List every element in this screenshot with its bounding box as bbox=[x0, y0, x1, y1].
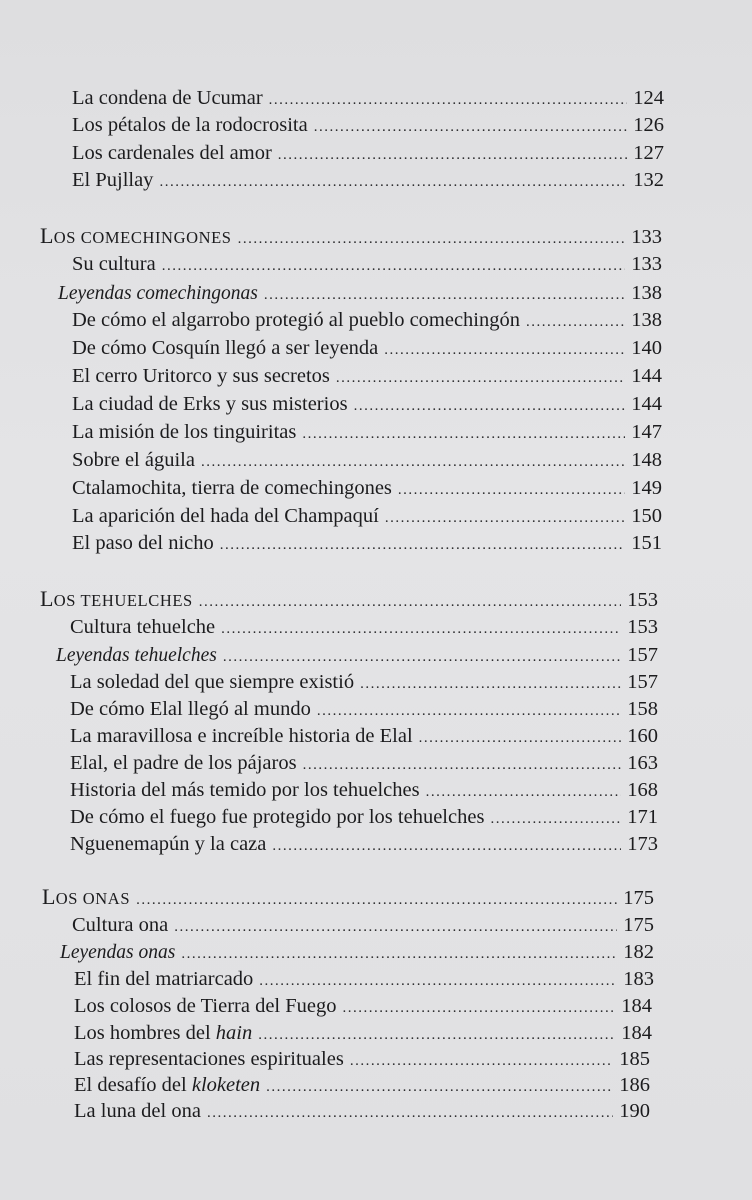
toc-entry bbox=[70, 668, 658, 696]
dot-leader bbox=[317, 697, 621, 725]
dot-leader bbox=[343, 994, 616, 1022]
page-number: 151 bbox=[631, 532, 662, 554]
toc-entry bbox=[72, 911, 654, 939]
section-title: LOS ONAS bbox=[42, 884, 131, 909]
dot-leader bbox=[354, 392, 626, 420]
toc-subheading bbox=[60, 938, 654, 966]
entry-title: El fin del matriarcado bbox=[74, 968, 254, 990]
page-number: 144 bbox=[631, 365, 662, 387]
toc-subheading bbox=[56, 641, 658, 669]
dot-leader bbox=[238, 225, 626, 253]
page-number: 149 bbox=[631, 477, 662, 499]
entry-title: El Pujllay bbox=[72, 169, 154, 191]
entry-title: La luna del ona bbox=[74, 1100, 201, 1122]
entry-title: Los pétalos de la rodocrosita bbox=[72, 114, 308, 136]
page-number: 153 bbox=[627, 616, 658, 638]
toc-subheading bbox=[58, 279, 662, 307]
toc-entry bbox=[72, 139, 664, 167]
page-number: 190 bbox=[619, 1100, 650, 1122]
page-number: 175 bbox=[623, 914, 654, 936]
page-number: 186 bbox=[619, 1074, 650, 1096]
toc-entry bbox=[70, 776, 658, 804]
toc-entry bbox=[70, 695, 658, 723]
page-number: 171 bbox=[627, 806, 658, 828]
entry-title: Sobre el águila bbox=[72, 449, 195, 471]
page-number: 140 bbox=[631, 337, 662, 359]
dot-leader bbox=[336, 364, 625, 392]
entry-title: Elal, el padre de los pájaros bbox=[70, 752, 297, 774]
dot-leader bbox=[303, 751, 622, 779]
entry-title: Nguenemapún y la caza bbox=[70, 833, 267, 855]
entry-title: El paso del nicho bbox=[72, 532, 214, 554]
page-number: 126 bbox=[633, 114, 664, 136]
dot-leader bbox=[272, 832, 621, 860]
toc-entry bbox=[72, 306, 662, 334]
page-number: 173 bbox=[627, 833, 658, 855]
toc-entry bbox=[72, 390, 662, 418]
dot-leader bbox=[174, 913, 617, 941]
page-number: 147 bbox=[631, 421, 662, 443]
toc-entry bbox=[72, 111, 664, 139]
toc-entry bbox=[72, 250, 662, 278]
dot-leader bbox=[159, 168, 627, 196]
page-number: 132 bbox=[633, 169, 664, 191]
entry-title: Ctalamochita, tierra de comechingones bbox=[72, 477, 392, 499]
page-number: 153 bbox=[627, 589, 658, 611]
page-number: 148 bbox=[631, 449, 662, 471]
entry-title: De cómo Cosquín llegó a ser leyenda bbox=[72, 337, 379, 359]
dot-leader bbox=[264, 281, 625, 309]
dot-leader bbox=[490, 805, 621, 833]
entry-title: De cómo el fuego fue protegido por los tehuelches bbox=[70, 806, 485, 828]
section-heading-onas bbox=[42, 883, 654, 911]
toc-entry bbox=[74, 1071, 650, 1099]
toc-entry bbox=[70, 830, 658, 858]
toc-entry bbox=[70, 613, 658, 641]
entry-title: La aparición del hada del Champaquí bbox=[72, 505, 379, 527]
toc-entry bbox=[72, 446, 662, 474]
page-number: 184 bbox=[621, 1022, 652, 1044]
toc-entry bbox=[72, 84, 664, 112]
dot-leader bbox=[181, 940, 617, 968]
page-number: 138 bbox=[631, 282, 662, 304]
toc-entry bbox=[70, 749, 658, 777]
dot-leader bbox=[385, 504, 625, 532]
dot-leader bbox=[398, 476, 625, 504]
section-title: LOS TEHUELCHES bbox=[40, 586, 193, 611]
page-number: 185 bbox=[619, 1048, 650, 1070]
entry-title: Su cultura bbox=[72, 253, 156, 275]
entry-title: Los colosos de Tierra del Fuego bbox=[74, 995, 337, 1017]
entry-title: De cómo Elal llegó al mundo bbox=[70, 698, 311, 720]
entry-title: Cultura ona bbox=[72, 914, 169, 936]
entry-title: Los hombres del hain bbox=[74, 1022, 253, 1044]
page-number: 158 bbox=[627, 698, 658, 720]
dot-leader bbox=[426, 778, 622, 806]
toc-entry bbox=[72, 529, 662, 557]
toc-entry bbox=[74, 1097, 650, 1125]
toc-entry bbox=[72, 418, 662, 446]
dot-leader bbox=[207, 1099, 613, 1127]
toc-entry bbox=[72, 362, 662, 390]
dot-leader bbox=[278, 141, 627, 169]
page-number: 184 bbox=[621, 995, 652, 1017]
entry-title: De cómo el algarrobo protegió al pueblo comechingón bbox=[72, 309, 521, 331]
toc-entry bbox=[74, 965, 654, 993]
page-number: 157 bbox=[627, 644, 658, 666]
toc-entry bbox=[70, 722, 658, 750]
page-number: 182 bbox=[623, 941, 654, 963]
toc-entry bbox=[72, 502, 662, 530]
dot-leader bbox=[221, 615, 621, 643]
dot-leader bbox=[526, 308, 625, 336]
toc-entry bbox=[72, 474, 662, 502]
page-number: 163 bbox=[627, 752, 658, 774]
entry-title: Cultura tehuelche bbox=[70, 616, 216, 638]
section-heading-tehuelches bbox=[40, 585, 658, 613]
entry-title: Los cardenales del amor bbox=[72, 142, 272, 164]
page-number: 144 bbox=[631, 393, 662, 415]
page-number: 133 bbox=[631, 253, 662, 275]
dot-leader bbox=[259, 967, 617, 995]
subheading-title: Leyendas onas bbox=[60, 942, 176, 963]
subheading-title: Leyendas comechingonas bbox=[58, 283, 258, 304]
section-title: LOS COMECHINGONES bbox=[40, 223, 232, 248]
page-number: 124 bbox=[633, 87, 664, 109]
section-heading-comechingones bbox=[40, 222, 662, 250]
dot-leader bbox=[162, 252, 626, 280]
toc-entry bbox=[72, 166, 664, 194]
dot-leader bbox=[201, 448, 625, 476]
page-number: 133 bbox=[631, 226, 662, 248]
toc-entry bbox=[72, 334, 662, 362]
dot-leader bbox=[223, 643, 621, 671]
toc-entry bbox=[74, 1019, 652, 1047]
dot-leader bbox=[302, 420, 625, 448]
page-number: 175 bbox=[623, 887, 654, 909]
dot-leader bbox=[269, 86, 628, 114]
page-number: 138 bbox=[631, 309, 662, 331]
entry-title: Historia del más temido por los tehuelches bbox=[70, 779, 420, 801]
page-number: 157 bbox=[627, 671, 658, 693]
toc-entry bbox=[74, 992, 652, 1020]
entry-title: Las representaciones espirituales bbox=[74, 1048, 344, 1070]
entry-title: El cerro Uritorco y sus secretos bbox=[72, 365, 330, 387]
entry-title: La condena de Ucumar bbox=[72, 87, 263, 109]
dot-leader bbox=[199, 588, 621, 616]
dot-leader bbox=[314, 113, 628, 141]
dot-leader bbox=[360, 670, 621, 698]
page-number: 127 bbox=[633, 142, 664, 164]
toc-entry bbox=[70, 803, 658, 831]
entry-title: La soledad del que siempre existió bbox=[70, 671, 355, 693]
entry-title: La maravillosa e increíble historia de Elal bbox=[70, 725, 413, 747]
dot-leader bbox=[384, 336, 625, 364]
page-number: 160 bbox=[627, 725, 658, 747]
page-number: 183 bbox=[623, 968, 654, 990]
dot-leader bbox=[419, 724, 622, 752]
page-number: 168 bbox=[627, 779, 658, 801]
dot-leader bbox=[220, 531, 625, 559]
entry-title: El desafío del kloketen bbox=[74, 1074, 261, 1096]
subheading-title: Leyendas tehuelches bbox=[56, 645, 217, 666]
entry-title: La misión de los tinguiritas bbox=[72, 421, 297, 443]
page-number: 150 bbox=[631, 505, 662, 527]
dot-leader bbox=[136, 886, 617, 914]
toc-entry bbox=[74, 1045, 650, 1073]
entry-title: La ciudad de Erks y sus misterios bbox=[72, 393, 348, 415]
